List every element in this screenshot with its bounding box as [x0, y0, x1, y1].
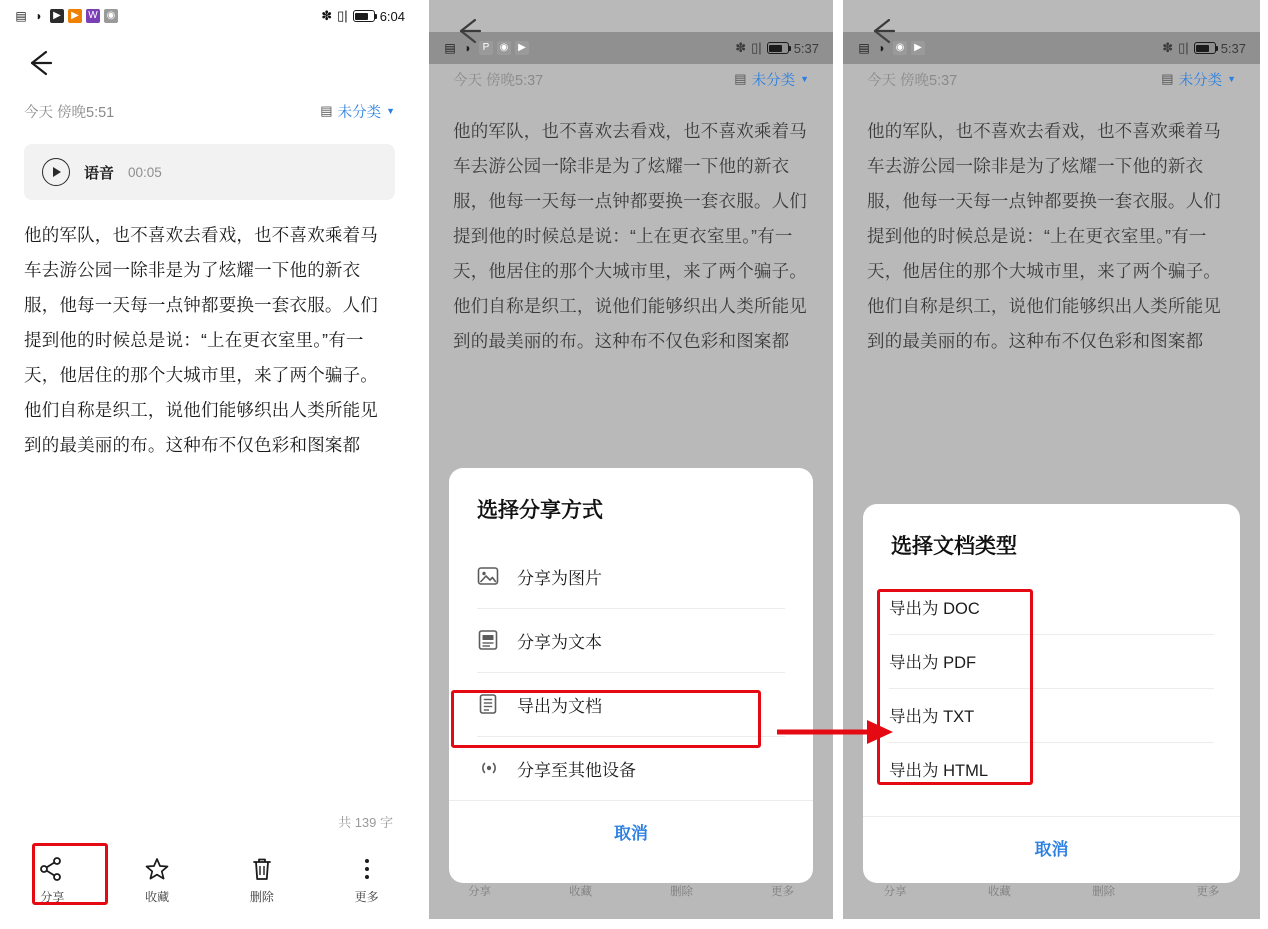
battery-icon: [353, 10, 375, 22]
play-icon: ▶: [515, 41, 529, 55]
sheet-option-label: 导出为 HTML: [889, 762, 988, 780]
toolbar-item-more[interactable]: [314, 856, 419, 905]
status-right-icons-2: [735, 40, 819, 56]
sheet-option-share-text[interactable]: [449, 608, 813, 672]
p-icon: P: [479, 41, 493, 55]
sheet-option-label: 导出为 DOC: [889, 600, 980, 618]
status-left-icons-3: [857, 41, 925, 55]
status-left-icons: [14, 9, 118, 23]
w-icon: W: [86, 9, 100, 23]
toolbar-label-more: 更多: [1196, 886, 1220, 898]
note-meta-1: [0, 94, 419, 128]
wifi-icon: ◗: [35, 9, 43, 23]
highlight-export-format-list: [877, 589, 1033, 785]
category-label: 未分类: [1178, 72, 1223, 89]
share-action-sheet: [449, 468, 813, 883]
toolbar-label-delete: 删除: [249, 889, 274, 904]
sheet-option-label: 导出为 TXT: [889, 708, 975, 726]
clock-time: 5:37: [1220, 40, 1246, 56]
vibrate-icon: ▯|: [1178, 40, 1189, 55]
status-left-icons-2: [443, 41, 529, 55]
toolbar-label-more: 更多: [354, 889, 379, 904]
phone-panel-1: [0, 0, 419, 919]
more-icon: [363, 856, 371, 882]
note-body-3: 他的军队，也不喜欢去看戏，也不喜欢乘着马车去游公园一除非是为了炫耀一下他的新衣服，他每一天每一点钟都要换一套衣服。人们提到他的时候总是说：“上在更衣室里。”有一天，他居住的那个大城市里，来了两个骗子。他们自称是织工，说他们能够织出人类所能见到的最美丽的布。这种布不仅色彩和图案都: [867, 121, 1221, 351]
back-arrow-icon[interactable]: [24, 46, 58, 80]
sheet-title: 选择分享方式: [477, 499, 603, 522]
battery-icon: [1194, 42, 1216, 54]
category-label: 未分类: [751, 72, 796, 89]
folder-icon: ▤: [320, 103, 333, 118]
globe-icon: ◉: [497, 41, 511, 55]
toolbar-label-share: 分享: [883, 886, 907, 898]
phone-panel-2: [429, 0, 833, 919]
sheet-cancel-button[interactable]: 取消: [449, 800, 813, 862]
highlight-share-button: [32, 843, 108, 905]
sheet-option-label: 分享为文本: [517, 632, 602, 652]
vibrate-icon: ▯|: [337, 8, 348, 23]
bluetooth-icon: ✽: [1162, 40, 1174, 55]
toolbar-label-favorite: 收藏: [987, 886, 1011, 898]
toolbar-label-delete: 删除: [670, 886, 693, 898]
phone-panel-3: [843, 0, 1260, 919]
voice-label: 语音: [84, 164, 115, 182]
note-date: 今天 傍晚5:37: [867, 72, 958, 89]
sheet-title: 选择文档类型: [891, 535, 1017, 558]
note-body-2: 他的军队，也不喜欢去看戏，也不喜欢乘着马车去游公园一除非是为了炫耀一下他的新衣服，他每一天每一点钟都要换一套衣服。人们提到他的时候总是说：“上在更衣室里。”有一天，他居住的那个大城市里，来了两个骗子。他们自称是织工，说他们能够织出人类所能见到的最美丽的布。这种布不仅色彩和图案都: [453, 121, 807, 351]
bluetooth-icon: ✽: [735, 40, 747, 55]
doc-icon: ▤: [15, 9, 27, 23]
note-meta-3: [843, 62, 1260, 96]
category-selector[interactable]: [734, 69, 809, 90]
sheet-option-share-image[interactable]: [449, 544, 813, 608]
toolbar-label-more: 更多: [771, 886, 794, 898]
chevron-down-icon: ▼: [1227, 74, 1236, 84]
doc-icon: ▤: [858, 41, 870, 55]
toolbar-label-favorite: 收藏: [145, 889, 170, 904]
toolbar-item-favorite[interactable]: [105, 856, 210, 905]
highlight-export-document: [451, 690, 761, 748]
toolbar-label-delete: 删除: [1092, 886, 1116, 898]
chevron-down-icon: ▼: [800, 74, 809, 84]
voice-attachment[interactable]: [24, 144, 395, 200]
folder-icon: ▤: [734, 71, 747, 86]
globe-icon: ◉: [893, 41, 907, 55]
toolbar-item-delete[interactable]: [210, 856, 315, 905]
toolbar-label-share: 分享: [40, 889, 65, 904]
red-arrow: [775, 712, 895, 752]
status-bar-1: [0, 0, 419, 32]
play-orange-icon: ▶: [68, 9, 82, 23]
toolbar-label-share: 分享: [468, 886, 491, 898]
note-date: 今天 傍晚5:51: [24, 104, 115, 121]
sheet-cancel-button[interactable]: 取消: [863, 816, 1240, 878]
folder-icon: ▤: [1161, 71, 1174, 86]
note-meta-2: [429, 62, 833, 96]
play-button-icon[interactable]: [42, 158, 70, 186]
status-right-icons: [321, 8, 405, 24]
app-header-1: [0, 32, 419, 94]
status-right-icons-3: [1162, 40, 1246, 56]
bluetooth-icon: ✽: [321, 8, 333, 23]
word-count: 共 139 字: [338, 815, 393, 830]
wifi-icon: ◗: [464, 41, 472, 55]
sheet-option-label: 分享为图片: [517, 568, 602, 588]
chevron-down-icon: ▼: [386, 106, 395, 116]
voice-duration: 00:05: [128, 164, 162, 180]
globe-icon: ◉: [104, 9, 118, 23]
doc-icon: ▤: [444, 41, 456, 55]
toolbar-label-favorite: 收藏: [569, 886, 592, 898]
bottom-toolbar-ghost-3: [843, 883, 1260, 919]
wifi-icon: ◗: [878, 41, 886, 55]
note-body-1[interactable]: 他的军队，也不喜欢去看戏，也不喜欢乘着马车去游公园一除非是为了炫耀一下他的新衣服，他每一天每一点钟都要换一套衣服。人们提到他的时候总是说：“上在更衣室里。”有一天，他居住的那个大城市里，来了两个骗子。他们自称是织工，说他们能够织出人类所能见到的最美丽的布。这种布不仅色彩和图案都: [24, 225, 378, 455]
trash-icon: [250, 856, 274, 882]
text-icon: [477, 629, 517, 651]
document-type-sheet: [863, 504, 1240, 883]
play-icon: ▶: [50, 9, 64, 23]
sheet-option-label: 导出为 PDF: [889, 654, 977, 672]
note-date: 今天 傍晚5:37: [453, 72, 544, 89]
sheet-option-label: 分享至其他设备: [517, 760, 636, 780]
battery-icon: [767, 42, 789, 54]
clock-time: 5:37: [793, 40, 819, 56]
image-icon: [477, 565, 517, 587]
vibrate-icon: ▯|: [751, 40, 762, 55]
star-icon: [144, 856, 170, 882]
sheet-option-label: 导出为文档: [517, 696, 602, 716]
broadcast-icon: [477, 757, 517, 779]
play-icon: ▶: [911, 41, 925, 55]
status-bar-2: [429, 32, 833, 64]
clock-time: 6:04: [379, 8, 405, 24]
category-label: 未分类: [337, 104, 382, 121]
status-bar-3: [843, 32, 1260, 64]
category-selector[interactable]: [320, 101, 395, 122]
bottom-toolbar-ghost-2: [429, 883, 833, 919]
category-selector[interactable]: [1161, 69, 1236, 90]
